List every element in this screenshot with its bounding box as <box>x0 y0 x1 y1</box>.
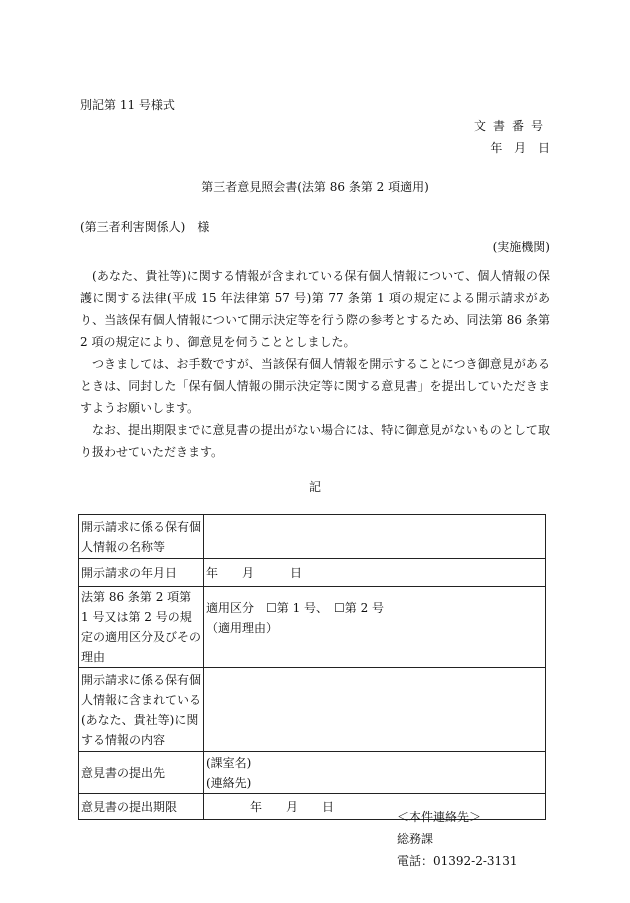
table-row <box>79 559 546 587</box>
row-label-info-content: 開示請求に係る保有個人情報に含まれている(あなた、貴社等)に関する情報の内容 <box>79 668 204 752</box>
row-label-applicable-category: 法第 86 条第 2 項第 1 号又は第 2 号の規定の適用区分及びその理由 <box>79 587 204 668</box>
contact-department: 総務課 <box>397 832 434 846</box>
body-paragraph-1: (あなた、貴社等)に関する情報が含まれている保有個人情報について、個人情報の保護に関する法律(平成 15 年法律第 57 号)第 77 条第 1 項の規定による開示請求があり、当該保有個人情報について開示決定等を行う際の参考とするため、同法第 86 条第 2 項の規定により、御意見を伺うこととしました。 <box>80 269 550 349</box>
info-table <box>78 514 546 820</box>
sender: (実施機関) <box>492 240 550 254</box>
table-row <box>79 752 546 794</box>
row-label-submission-destination: 意見書の提出先 <box>79 752 204 794</box>
row-value-applicable-category <box>204 587 546 668</box>
document-number: 文書番号 <box>473 119 550 133</box>
document-title: 第三者意見照会書(法第 86 条第 2 項適用) <box>201 180 429 194</box>
table-row <box>79 668 546 752</box>
form-number: 別記第 11 号様式 <box>80 98 175 112</box>
row-label-info-name: 開示請求に係る保有個人情報の名称等 <box>79 515 204 559</box>
table-row <box>79 587 546 668</box>
row-value-info-name <box>204 515 546 559</box>
row-value-info-content <box>204 668 546 752</box>
row-value-submission-destination <box>204 752 546 794</box>
row-label-request-date: 開示請求の年月日 <box>79 559 204 587</box>
document-date: 年 月 日 <box>490 141 550 155</box>
category-options: 適用区分 ☐第 1 号、 ☐第 2 号 <box>206 601 385 615</box>
table-row <box>79 515 546 559</box>
office-name: (課室名) <box>206 755 252 770</box>
row-value-submission-deadline: 年 月 日 <box>204 794 546 820</box>
ki-heading: 記 <box>308 480 321 494</box>
category-reason: （適用理由） <box>206 621 279 635</box>
contact-block <box>397 806 517 872</box>
contact-heading: ＜本件連絡先＞ <box>397 810 482 824</box>
body-text <box>80 265 550 463</box>
contact-phone: 電話：01392-2-3131 <box>397 854 518 868</box>
row-value-request-date: 年 月 日 <box>204 559 546 587</box>
addressee: (第三者利害関係人) 様 <box>80 220 210 234</box>
body-paragraph-3: なお、提出期限までに意見書の提出がない場合には、特に御意見がないものとして取り扱わせていただきます。 <box>80 423 550 459</box>
row-label-submission-deadline: 意見書の提出期限 <box>79 794 204 820</box>
office-contact: (連絡先) <box>206 775 252 790</box>
body-paragraph-2: つきましては、お手数ですが、当該保有個人情報を開示することにつき御意見があるときは、同封した「保有個人情報の開示決定等に関する意見書」を提出していただきますようお願いします。 <box>80 357 550 415</box>
